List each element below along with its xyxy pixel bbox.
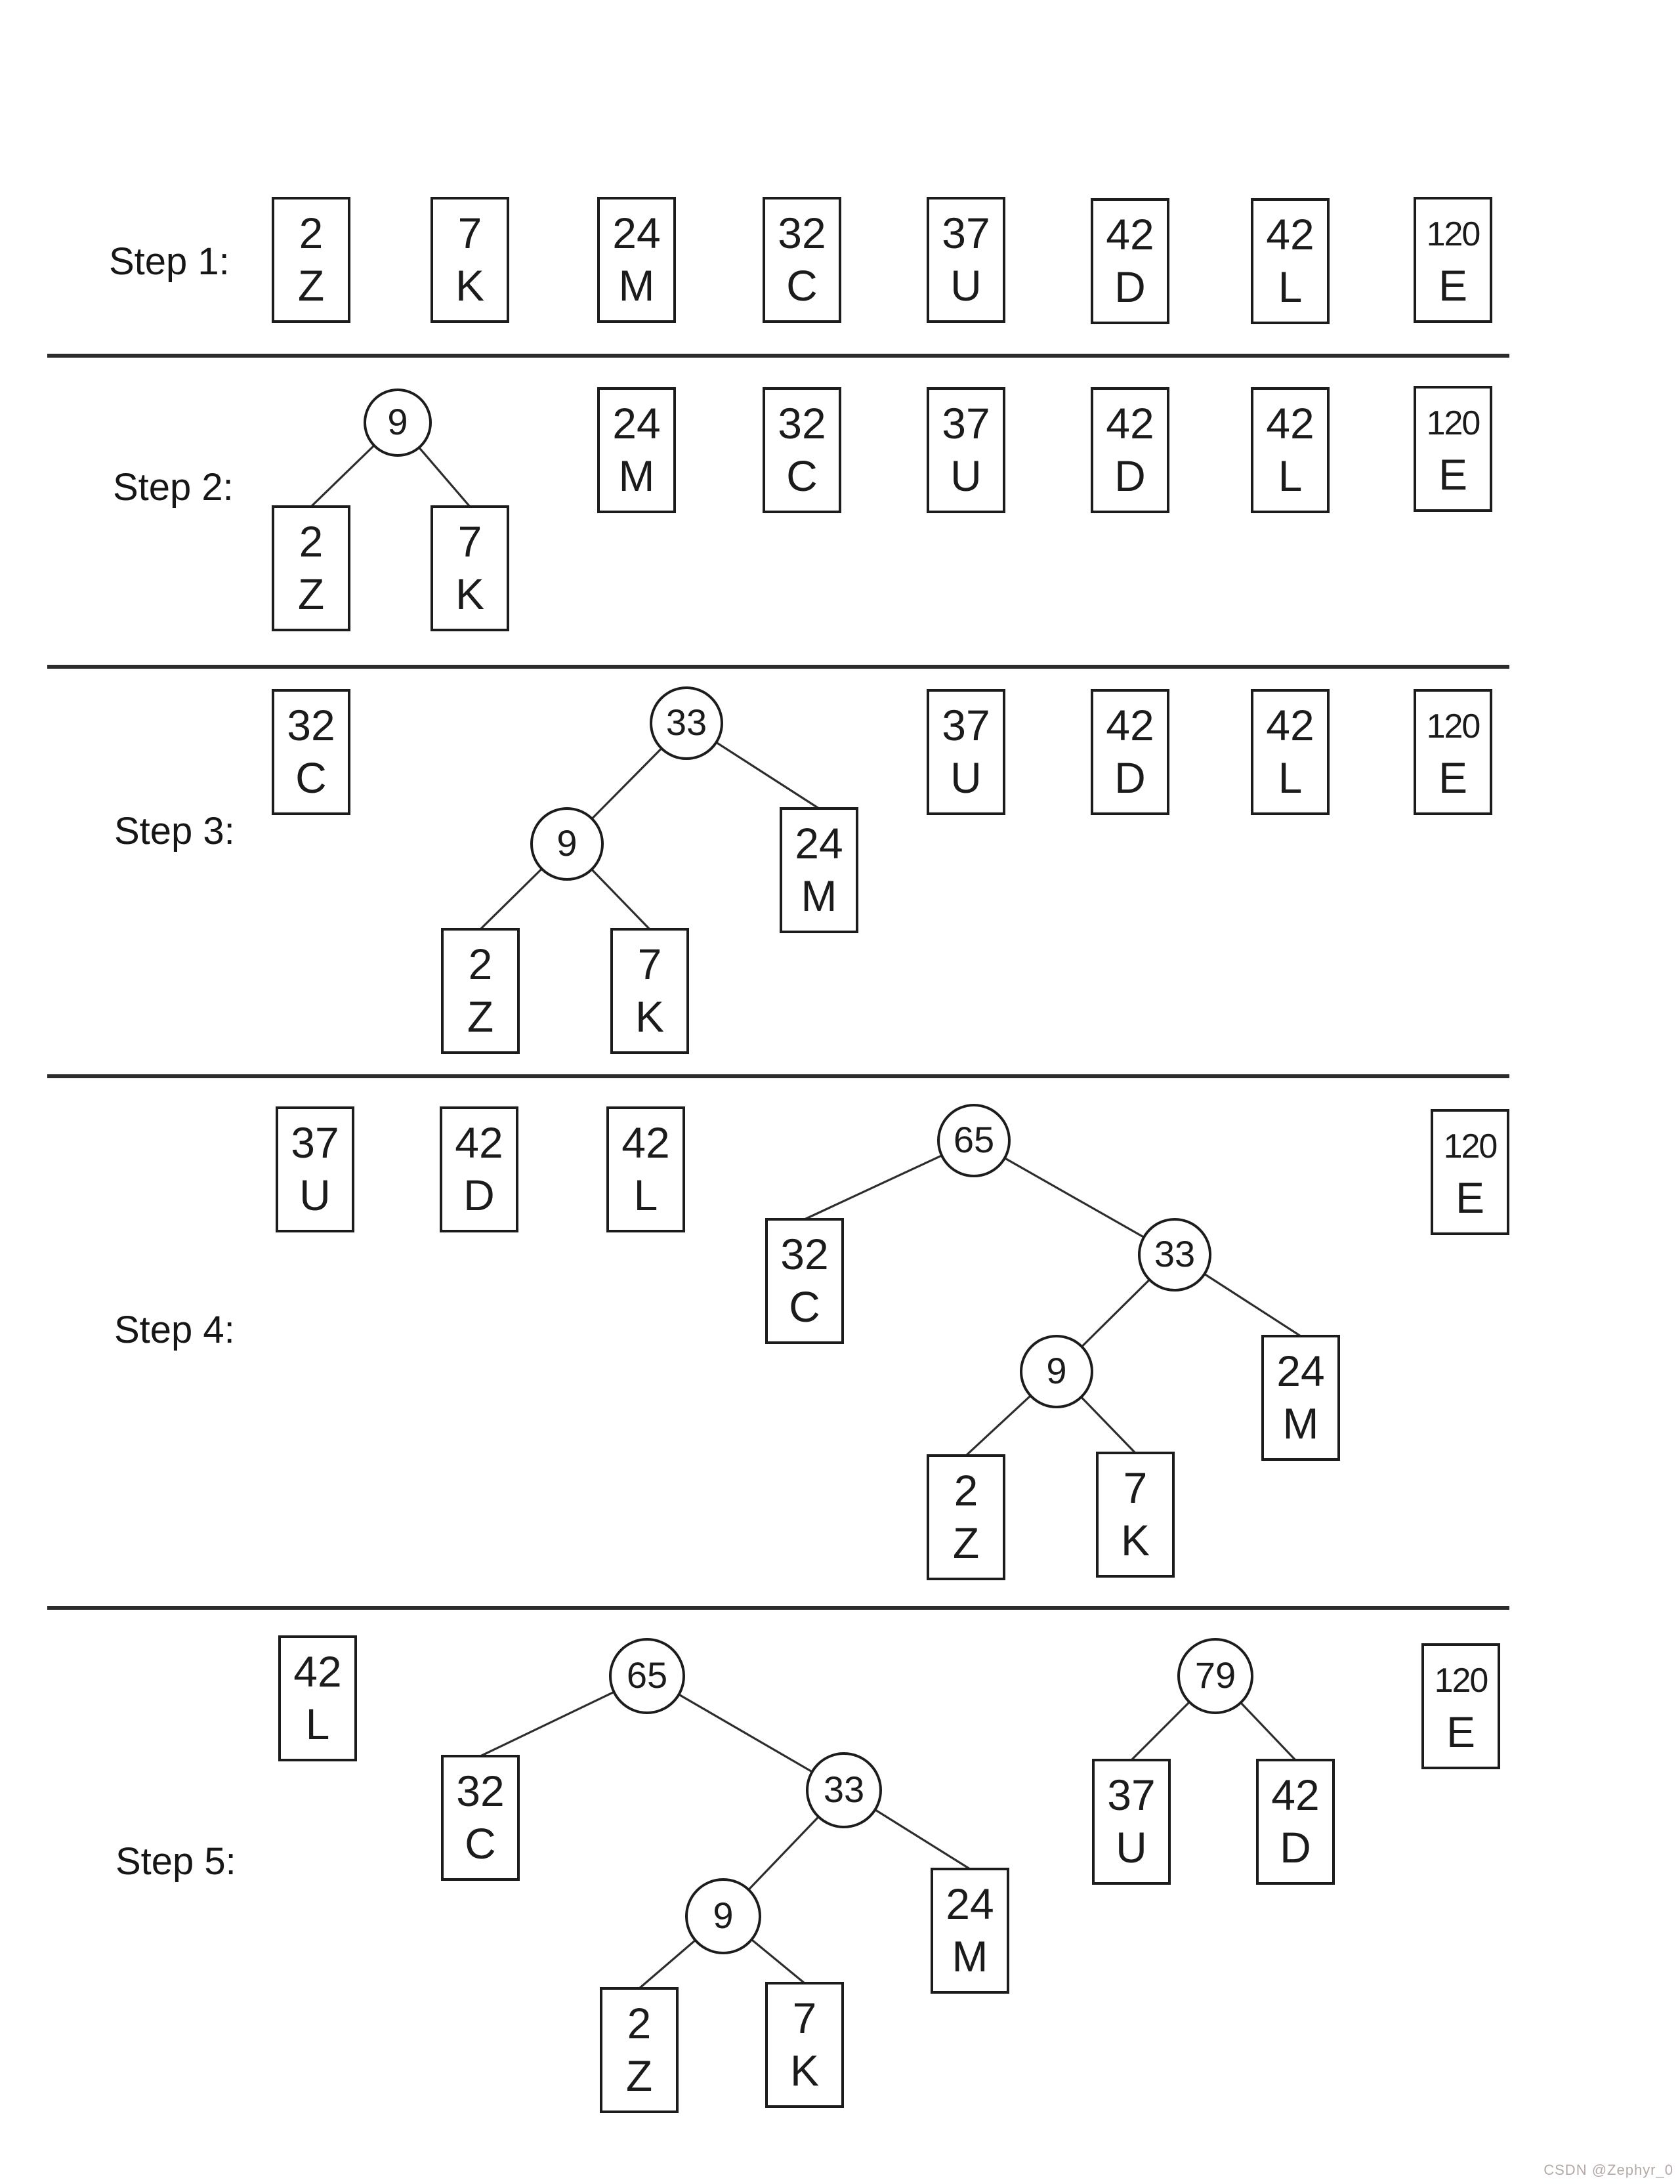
leaf-node bbox=[1251, 387, 1330, 513]
leaf-node bbox=[1421, 1643, 1500, 1769]
node-letter: U bbox=[950, 753, 982, 802]
node-value: 37 bbox=[942, 209, 990, 257]
leaf-node bbox=[1414, 197, 1492, 323]
node-value: 37 bbox=[1107, 1771, 1156, 1819]
node-value: 9 bbox=[556, 823, 578, 864]
node-letter: D bbox=[1114, 262, 1146, 311]
leaf-node bbox=[597, 387, 676, 513]
leaf-node bbox=[1431, 1109, 1509, 1235]
leaf-node bbox=[927, 197, 1005, 323]
node-letter: M bbox=[1282, 1399, 1319, 1448]
step-label: Step 3: bbox=[114, 811, 235, 853]
node-letter: K bbox=[455, 261, 484, 310]
node-letter: Z bbox=[467, 992, 494, 1041]
leaf-node bbox=[600, 1987, 679, 2113]
node-letter: D bbox=[1114, 753, 1146, 802]
node-value: 2 bbox=[299, 209, 324, 257]
node-letter: C bbox=[465, 1819, 496, 1868]
leaf-node bbox=[1091, 198, 1169, 324]
node-value: 65 bbox=[626, 1655, 668, 1696]
leaf-node bbox=[765, 1218, 844, 1344]
node-value: 7 bbox=[792, 1994, 817, 2042]
node-letter: M bbox=[618, 452, 655, 500]
leaf-node bbox=[927, 689, 1005, 815]
node-letter: Z bbox=[297, 570, 325, 618]
node-value: 7 bbox=[637, 940, 662, 988]
internal-node bbox=[1177, 1638, 1253, 1714]
internal-node bbox=[650, 686, 723, 760]
node-value: 120 bbox=[1434, 1660, 1488, 1700]
node-letter: E bbox=[1455, 1173, 1484, 1222]
node-letter: U bbox=[950, 261, 982, 310]
node-letter: K bbox=[789, 2046, 819, 2095]
step-label: Step 4: bbox=[114, 1310, 235, 1352]
node-value: 32 bbox=[778, 209, 826, 257]
leaf-node bbox=[606, 1106, 685, 1232]
step-label: Step 2: bbox=[113, 467, 234, 509]
node-value: 37 bbox=[942, 701, 990, 749]
leaf-node bbox=[440, 1106, 518, 1232]
leaf-node bbox=[430, 197, 509, 323]
leaf-node bbox=[1251, 198, 1330, 324]
node-value: 7 bbox=[457, 209, 482, 257]
node-value: 32 bbox=[456, 1767, 505, 1815]
node-letter: M bbox=[952, 1932, 988, 1981]
leaf-node bbox=[927, 1454, 1005, 1580]
node-value: 120 bbox=[1426, 214, 1480, 253]
node-value: 42 bbox=[621, 1118, 670, 1167]
node-value: 33 bbox=[665, 702, 707, 743]
leaf-node bbox=[1091, 689, 1169, 815]
node-letter: Z bbox=[625, 2051, 653, 2100]
node-letter: L bbox=[1278, 753, 1303, 802]
node-value: 24 bbox=[612, 399, 661, 448]
leaf-node bbox=[765, 1982, 844, 2108]
node-letter: C bbox=[786, 452, 818, 500]
internal-node bbox=[530, 807, 604, 881]
watermark: CSDN @Zephyr_0 bbox=[1544, 2163, 1673, 2179]
node-letter: M bbox=[801, 872, 837, 920]
step-label: Step 5: bbox=[116, 1841, 236, 1883]
node-letter: C bbox=[295, 753, 327, 802]
node-value: 65 bbox=[953, 1120, 995, 1160]
node-letter: L bbox=[633, 1171, 658, 1219]
node-letter: L bbox=[1278, 262, 1303, 311]
leaf-node bbox=[931, 1868, 1009, 1994]
leaf-node bbox=[441, 1755, 520, 1881]
node-value: 33 bbox=[823, 1769, 865, 1810]
node-value: 24 bbox=[612, 209, 661, 257]
node-letter: K bbox=[1120, 1516, 1150, 1564]
node-letter: U bbox=[1116, 1823, 1147, 1872]
node-value: 9 bbox=[387, 402, 408, 442]
leaf-node bbox=[276, 1106, 354, 1232]
node-letter: E bbox=[1438, 450, 1467, 499]
node-value: 37 bbox=[291, 1118, 339, 1167]
leaf-node bbox=[597, 197, 676, 323]
node-value: 2 bbox=[299, 517, 324, 566]
node-value: 32 bbox=[287, 701, 335, 749]
node-value: 24 bbox=[795, 819, 843, 868]
node-value: 120 bbox=[1426, 706, 1480, 746]
node-value: 9 bbox=[713, 1895, 734, 1936]
node-letter: U bbox=[950, 452, 982, 500]
internal-node bbox=[364, 388, 432, 457]
node-letter: Z bbox=[297, 261, 325, 310]
node-letter: D bbox=[1114, 452, 1146, 500]
node-letter: L bbox=[305, 1700, 330, 1748]
node-value: 42 bbox=[1106, 701, 1154, 749]
node-value: 42 bbox=[1266, 210, 1314, 259]
node-value: 120 bbox=[1426, 403, 1480, 442]
node-value: 42 bbox=[293, 1647, 342, 1696]
node-letter: K bbox=[455, 570, 484, 618]
node-letter: K bbox=[635, 992, 664, 1041]
leaf-node bbox=[780, 807, 858, 933]
node-value: 33 bbox=[1154, 1234, 1196, 1274]
node-value: 9 bbox=[1046, 1351, 1067, 1391]
node-value: 2 bbox=[468, 940, 493, 988]
leaf-node bbox=[763, 197, 841, 323]
internal-node bbox=[685, 1878, 761, 1954]
leaf-node bbox=[1261, 1335, 1340, 1461]
leaf-node bbox=[1414, 386, 1492, 512]
node-value: 42 bbox=[1106, 210, 1154, 259]
node-letter: M bbox=[618, 261, 655, 310]
step-label: Step 1: bbox=[109, 242, 230, 284]
leaf-node bbox=[272, 689, 350, 815]
leaf-node bbox=[1251, 689, 1330, 815]
node-letter: C bbox=[786, 261, 818, 310]
node-value: 42 bbox=[1271, 1771, 1320, 1819]
node-value: 42 bbox=[1106, 399, 1154, 448]
leaf-node bbox=[430, 505, 509, 631]
node-letter: Z bbox=[952, 1519, 980, 1567]
leaf-node bbox=[441, 928, 520, 1054]
node-letter: D bbox=[1280, 1823, 1311, 1872]
node-value: 7 bbox=[1123, 1463, 1148, 1512]
leaf-node bbox=[927, 387, 1005, 513]
node-value: 32 bbox=[778, 399, 826, 448]
leaf-node bbox=[1092, 1759, 1171, 1885]
node-letter: C bbox=[789, 1282, 820, 1331]
node-value: 79 bbox=[1194, 1655, 1236, 1696]
leaf-node bbox=[1414, 689, 1492, 815]
leaf-node bbox=[278, 1635, 357, 1761]
node-value: 42 bbox=[1266, 399, 1314, 448]
node-letter: E bbox=[1438, 261, 1467, 310]
internal-node bbox=[937, 1104, 1011, 1177]
node-value: 37 bbox=[942, 399, 990, 448]
node-letter: E bbox=[1446, 1708, 1475, 1756]
internal-node bbox=[1020, 1335, 1093, 1408]
leaf-node bbox=[610, 928, 689, 1054]
node-value: 24 bbox=[946, 1880, 994, 1928]
leaf-node bbox=[1256, 1759, 1335, 1885]
leaf-node bbox=[1091, 387, 1169, 513]
node-value: 2 bbox=[627, 1999, 652, 2048]
leaf-node bbox=[272, 197, 350, 323]
node-letter: U bbox=[299, 1171, 331, 1219]
node-value: 24 bbox=[1276, 1347, 1325, 1395]
node-value: 7 bbox=[457, 517, 482, 566]
node-value: 42 bbox=[455, 1118, 503, 1167]
node-letter: E bbox=[1438, 753, 1467, 802]
leaf-node bbox=[763, 387, 841, 513]
node-letter: L bbox=[1278, 452, 1303, 500]
leaf-node bbox=[1096, 1452, 1175, 1578]
leaf-node bbox=[272, 505, 350, 631]
internal-node bbox=[806, 1752, 882, 1828]
internal-node bbox=[609, 1638, 685, 1714]
node-letter: D bbox=[463, 1171, 495, 1219]
node-value: 120 bbox=[1443, 1126, 1497, 1166]
node-value: 2 bbox=[954, 1466, 978, 1515]
internal-node bbox=[1138, 1218, 1211, 1292]
node-value: 32 bbox=[780, 1230, 829, 1278]
node-value: 42 bbox=[1266, 701, 1314, 749]
